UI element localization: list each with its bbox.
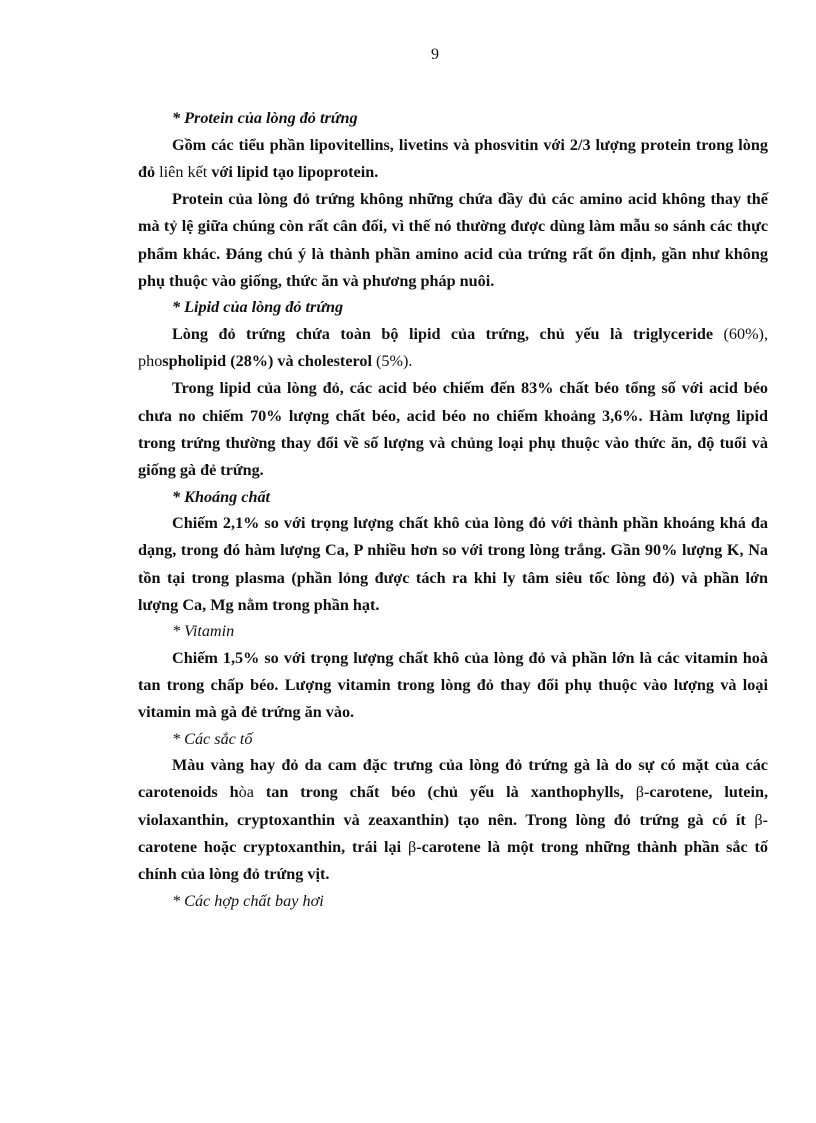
paragraph-lipid-1 (138, 321, 768, 376)
text-run: spholipid (28%) và cholesterol (162, 352, 377, 371)
text-run: -carotene, lutein, violaxanthin, cryptoxanthin và zeaxanthin) tạo nên. Trong lòng đỏ trứng gà có ít (138, 783, 768, 829)
text-run: -carotene là một trong những thành phần sắc tố chính của lòng đỏ trứng vịt. (138, 838, 768, 884)
text-run: Màu vàng hay đỏ da cam đặc trưng của lòng đỏ trứng gà là do sự có mặt của các carotenoids h (138, 756, 768, 802)
heading-volatile: * Các hợp chất bay hơi (172, 891, 324, 910)
text-run: liên kết (159, 162, 208, 181)
text-run: -carotene hoặc cryptoxanthin, trái lại (138, 810, 768, 857)
text-run: (5%). (376, 352, 413, 371)
heading-protein: * Protein của lòng đỏ trứng (172, 109, 358, 127)
paragraph-pigment-1 (138, 752, 768, 888)
text-run: tan trong chất béo (chủ yếu là xanthophylls, (253, 783, 636, 802)
beta-symbol: β (635, 783, 644, 802)
paragraph-protein-1 (138, 132, 768, 187)
paragraph-vitamin-1: Chiếm 1,5% so với trọng lượng chất khô của lòng đỏ và phần lớn là các vitamin hoà tan trong chấp béo. Lượng vitamin trong lòng đỏ thay đổi phụ thuộc vào lượng và loại vitamin mà gà đẻ trứng ăn vào. (138, 648, 768, 722)
text-run: với lipid tạo lipoprotein. (207, 162, 379, 181)
paragraph-lipid-2: Trong lipid của lòng đỏ, các acid béo chiếm đến 83% chất béo tổng số với acid béo chưa no chiếm 70% lượng chất béo, acid béo no chiếm khoảng 3,6%. Hàm lượng lipid trong trứng thường thay đổi về số lượng và chủng loại phụ thuộc vào thức ăn, độ tuổi và giống gà đẻ trứng. (138, 379, 768, 480)
page-number: 9 (431, 46, 439, 63)
beta-symbol: β (754, 810, 763, 829)
text-run: òa (238, 783, 254, 802)
heading-lipid: * Lipid của lòng đỏ trứng (172, 298, 344, 317)
text-run: Gồm các tiểu phần lipovitellins, livetins và phosvitin với 2/3 lượng protein trong lòng đỏ (138, 135, 768, 181)
document-body (138, 106, 768, 914)
paragraph-protein-2: Protein của lòng đỏ trứng không những chứa đầy đủ các amino acid không thay thế mà tỷ lệ giữa chúng còn rất cân đối, vì thế nó thường được dùng làm mẫu so sánh các thực phẩm khác. Đáng chú ý là thành phần amino acid của trứng rất ổn định, gần như không phụ thuộc vào giống, thức ăn và phương pháp nuôi. (138, 190, 768, 290)
paragraph-mineral-1: Chiếm 2,1% so với trọng lượng chất khô của lòng đỏ với thành phần khoáng khá đa dạng, trong đó hàm lượng Ca, P nhiều hơn so với trong lòng trắng. Gần 90% lượng K, Na tồn tại trong plasma (phần lỏng được tách ra khi ly tâm siêu tốc lòng đỏ) và phần lớn lượng Ca, Mg nằm trong phần hạt. (138, 514, 768, 614)
text-run: (60%), pho (138, 324, 768, 371)
heading-pigment: * Các sắc tố (172, 729, 253, 748)
heading-vitamin: * Vitamin (172, 622, 235, 641)
text-run: Lòng đỏ trứng chứa toàn bộ lipid của trứng, chủ yếu là triglyceride (172, 324, 724, 343)
heading-mineral: * Khoáng chất (172, 487, 271, 506)
beta-symbol: β (408, 838, 417, 857)
